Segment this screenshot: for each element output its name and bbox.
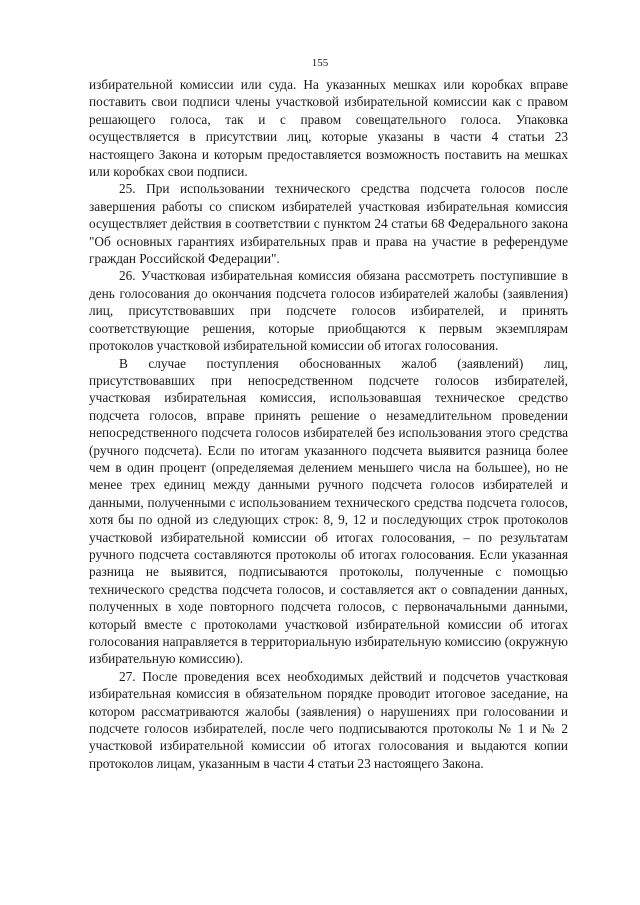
page-number: 155: [311, 57, 329, 69]
paragraph-item-26: 26. Участковая избирательная комиссия обязана рассмотреть поступившие в день голосования до окончания подсчета голосов избирателей жалобы (заявления) лиц, присутствовавших при подсчете голосов избирателей, и принять соответствующие решения, которые приобщаются к первым экземплярам протоколов участковой избирательной комиссии об итогах голосования.: [89, 268, 568, 354]
paragraph-item-25: 25. При использовании технического средства подсчета голосов после завершения работы со списком избирателей участковая избирательная комиссия осуществляет действия в соответствии с пунктом 24 статьи 68 Федерального закона "Об основных гарантиях избирательных прав и права на участие в референдуме граждан Российской Федерации".: [89, 181, 568, 267]
paragraph-item-27: 27. После проведения всех необходимых действий и подсчетов участковая избирательная комиссия в обязательном порядке проводит итоговое заседание, на котором рассматриваются жалобы (заявления) о нарушениях при голосовании и подсчете голосов избирателей, после чего подписываются протоколы № 1 и № 2 участковой избирательной комиссии об итогах голосования и выдаются копии протоколов лицам, указанным в части 4 статьи 23 настоящего Закона.: [89, 668, 568, 771]
paragraph-continuation: избирательной комиссии или суда. На указанных мешках или коробках вправе поставить свои подписи члены участковой избирательной комиссии как с правом решающего голоса, так и с правом совещательного голоса. Упаковка осуществляется в присутствии лиц, которые указаны в части 4 статьи 23 настоящего Закона и которым предоставляется возможность поставить на мешках или коробках свои подписи.: [89, 77, 568, 180]
paragraph-complaints: В случае поступления обоснованных жалоб (заявлений) лиц, присутствовавших при непосредственном подсчете голосов избирателей, участковая избирательная комиссия, использовавшая техническое средство подсчета голосов, вправе принять решение о незамедлительном проведении непосредственного подсчета голосов избирателей без использования этого средства (ручного подсчета). Если по итогам указанного подсчета выявится разница более чем в один процент (определяемая делением меньшего числа на большее), но не менее трех единиц между данными ручного подсчета голосов избирателей и данными, полученными с использованием технического средства подсчета голосов, хотя бы по одной из следующих строк: 8, 9, 12 и последующих строк протоколов участковой избирательной комиссии об итогах голосования, – по результатам ручного подсчета составляются протоколы об итогах голосования. Если указанная разница не выявится, подписываются протоколы, полученные с помощью технического средства подсчета голосов, и составляется акт о совпадении данных, полученных в ходе повторного подсчета голосов, с первоначальными данными, который вместе с протоколами участковой избирательной комиссии об итогах голосования направляется в территориальную избирательную комиссию (окружную избирательную комиссию).: [89, 355, 568, 667]
body-text: [89, 76, 568, 772]
